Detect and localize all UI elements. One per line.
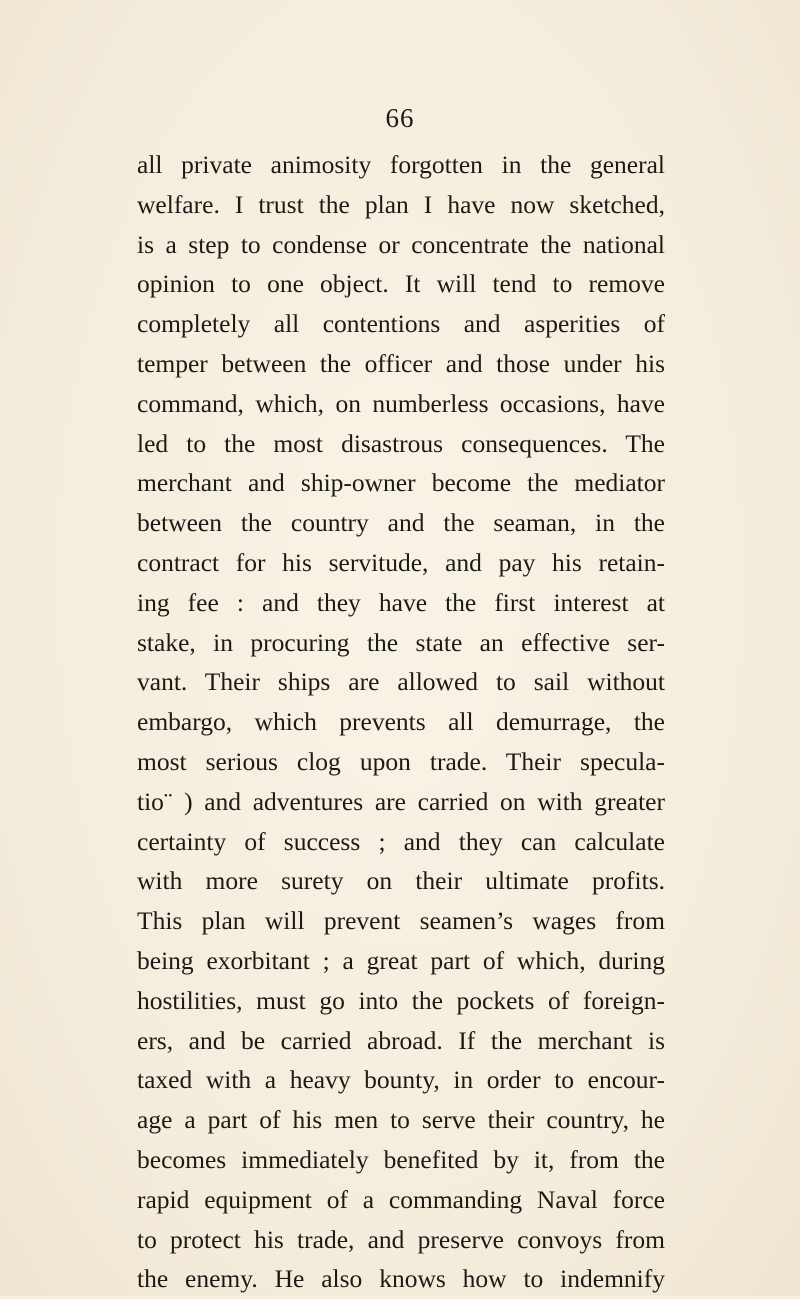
text-line: tio¨ ) and adventures are carried on with greater (137, 786, 665, 816)
page-number: 66 (385, 103, 415, 133)
text-line: merchant and ship-owner become the mediator (137, 468, 665, 498)
text-line: with more surety on their ultimate profits. (137, 866, 665, 896)
text-line: contract for his servitude, and pay his retain- (137, 547, 665, 577)
text-line: rapid equipment of a commanding Naval force (137, 1184, 665, 1214)
text-line: to protect his trade, and preserve convoys from (137, 1224, 665, 1254)
text-line: led to the most disastrous consequences. The (137, 428, 665, 458)
text-line: being exorbitant ; a great part of which, during (137, 945, 665, 975)
text-line: ing fee : and they have the first interest at (137, 587, 665, 617)
text-line: welfare. I trust the plan I have now sketched, (137, 189, 665, 219)
text-line: command, which, on numberless occasions, have (137, 388, 665, 418)
body-text (137, 145, 665, 1299)
text-line: all private animosity forgotten in the general (137, 150, 665, 179)
text-line: temper between the officer and those under his (137, 348, 665, 378)
text-line: vant. Their ships are allowed to sail without (137, 667, 665, 697)
text-line: becomes immediately benefited by it, from the (137, 1144, 665, 1174)
text-line: is a step to condense or concentrate the national (137, 229, 665, 259)
text-line: age a part of his men to serve their country, he (137, 1105, 665, 1135)
text-line: the enemy. He also knows how to indemnify (137, 1264, 665, 1294)
text-line: hostilities, must go into the pockets of foreign- (137, 985, 665, 1015)
text-line: between the country and the seaman, in the (137, 508, 665, 538)
text-line: This plan will prevent seamen’s wages from (137, 906, 665, 936)
text-line: completely all contentions and asperities of (137, 309, 665, 339)
text-line: stake, in procuring the state an effective ser- (137, 627, 665, 657)
text-line: most serious clog upon trade. Their specula- (137, 746, 665, 776)
text-line: ers, and be carried abroad. If the merchant is (137, 1025, 665, 1055)
text-line: embargo, which prevents all demurrage, the (137, 707, 665, 737)
text-line: opinion to one object. It will tend to remove (137, 269, 665, 299)
text-line: certainty of success ; and they can calculate (137, 826, 665, 856)
text-line: taxed with a heavy bounty, in order to encour- (137, 1065, 665, 1095)
